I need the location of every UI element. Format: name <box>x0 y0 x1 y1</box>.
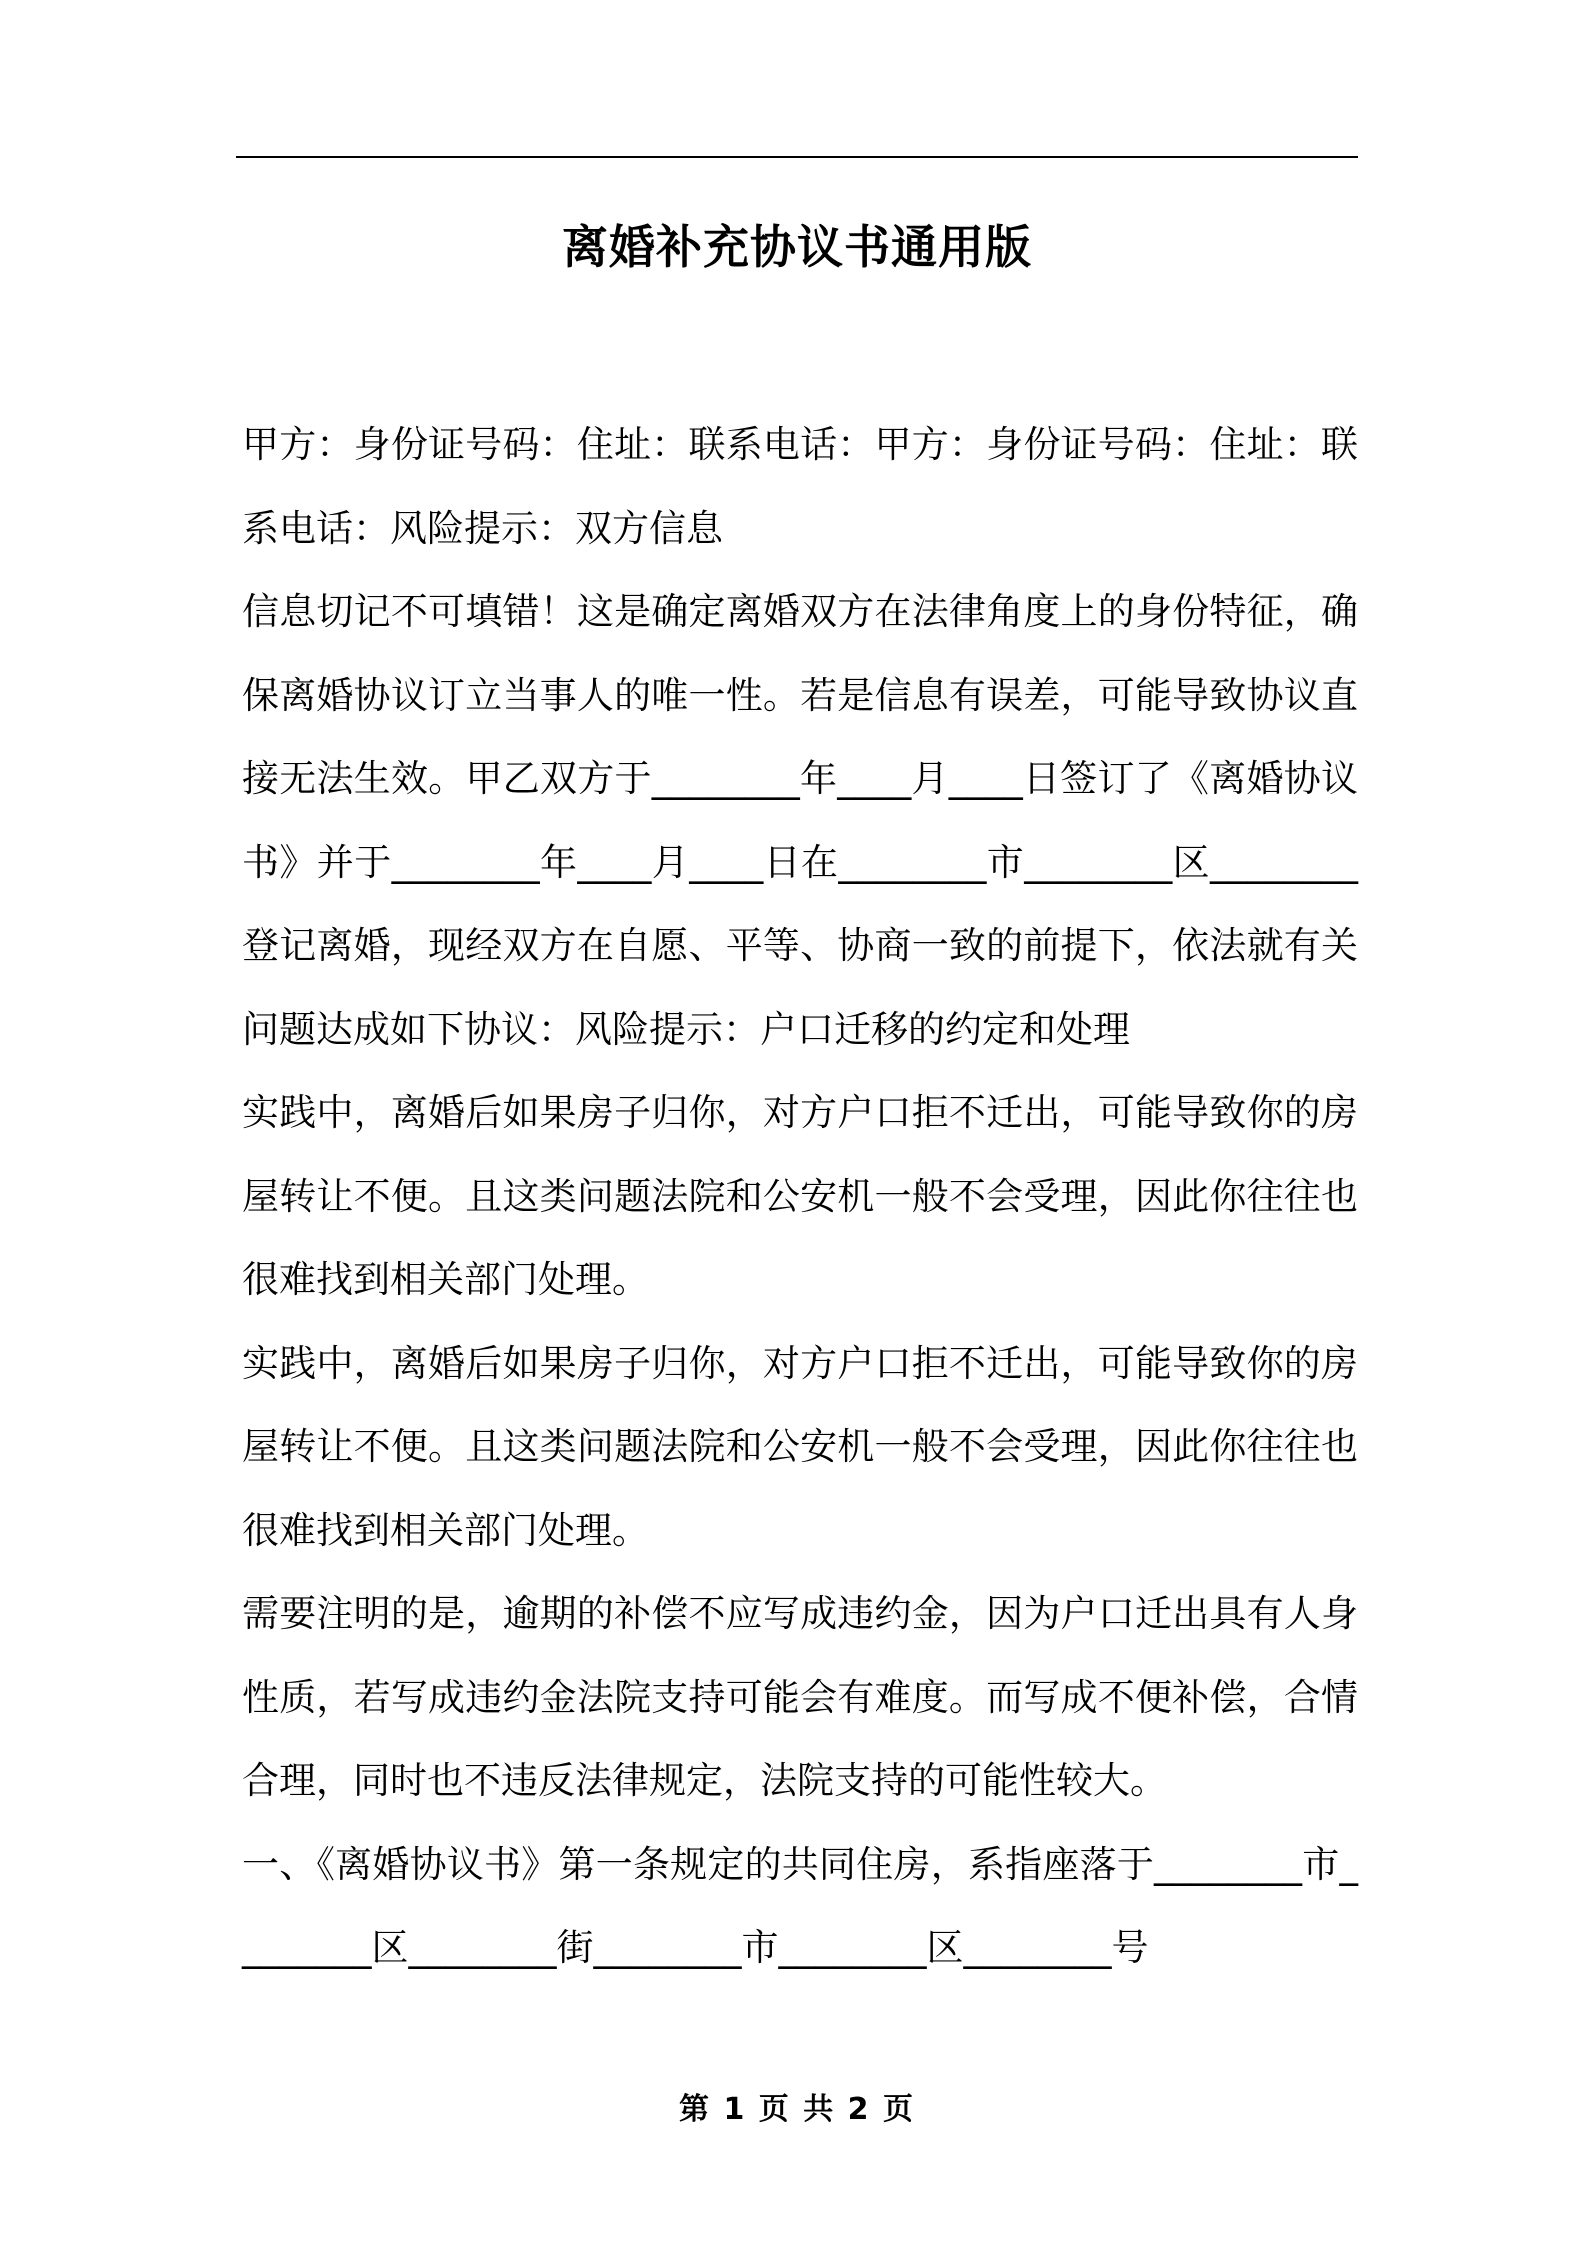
paragraph-agreement-intro: 信息切记不可填错！这是确定离婚双方在法律角度上的身份特征，确保离婚协议订立当事人的唯一性。若是信息有误差，可能导致协议直接无法生效。甲乙双方于________年____月____日签订了《离婚协议书》并于________年____月____日在________市________区________登记离婚，现经双方在自愿、平等、协商一致的前提下，依法就有关问题达成如下协议：风险提示：户口迁移的约定和处理 <box>242 590 1358 1051</box>
document-title: 离婚补充协议书通用版 <box>562 220 1032 274</box>
paragraph-parties: 甲方：身份证号码：住址：联系电话：甲方：身份证号码：住址：联系电话：风险提示：双方信息 <box>242 423 1358 550</box>
paragraph-compensation-note: 需要注明的是，逾期的补偿不应写成违约金，因为户口迁出具有人身性质，若写成违约金法院支持可能会有难度。而写成不便补偿，合情合理，同时也不违反法律规定，法院支持的可能性较大。 <box>242 1592 1358 1802</box>
paragraph-practice-2: 实践中，离婚后如果房子归你，对方户口拒不迁出，可能导致你的房屋转让不便。且这类问题法院和公安机一般不会受理，因此你往往也很难找到相关部门处理。 <box>242 1341 1358 1552</box>
header-rule <box>236 156 1358 158</box>
page-number: 第 1 页 共 2 页 <box>679 2092 915 2127</box>
document-body <box>242 403 1358 1990</box>
paragraph-clause-1: 一、《离婚协议书》第一条规定的共同住房，系指座落于________市________区________街________市________区________号 <box>242 1842 1358 1969</box>
paragraph-practice-1: 实践中，离婚后如果房子归你，对方户口拒不迁出，可能导致你的房屋转让不便。且这类问题法院和公安机一般不会受理，因此你往往也很难找到相关部门处理。 <box>242 1091 1358 1301</box>
